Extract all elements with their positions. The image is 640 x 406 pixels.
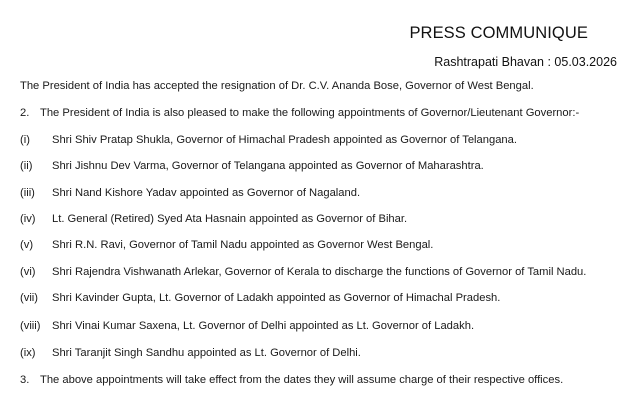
appointment-text: Shri Rajendra Vishwanath Arlekar, Governor of Kerala to discharge the functions of Governor of Tamil Nadu. (52, 266, 587, 278)
appointment-number: (ix) (20, 347, 36, 359)
paragraph-2-number: 2. (20, 107, 30, 119)
paragraph-3-number: 3. (20, 374, 30, 386)
appointment-text: Lt. General (Retired) Syed Ata Hasnain appointed as Governor of Bihar. (52, 213, 408, 225)
appointment-text: Shri Kavinder Gupta, Lt. Governor of Ladakh appointed as Governor of Himachal Pradesh. (52, 292, 501, 304)
appointment-text: Shri Nand Kishore Yadav appointed as Governor of Nagaland. (52, 187, 361, 199)
intro-paragraph: The President of India has accepted the resignation of Dr. C.V. Ananda Bose, Governor of West Bengal. (20, 80, 534, 92)
appointment-number: (i) (20, 134, 30, 146)
appointment-number: (vi) (20, 266, 36, 278)
appointment-text: Shri Shiv Pratap Shukla, Governor of Himachal Pradesh appointed as Governor of Telangana. (52, 134, 517, 146)
appointment-text: Shri Taranjit Singh Sandhu appointed as Lt. Governor of Delhi. (52, 347, 361, 359)
press-communique-title: PRESS COMMUNIQUE (409, 24, 588, 42)
dateline: Rashtrapati Bhavan : 05.03.2026 (434, 55, 617, 69)
appointment-number: (viii) (20, 320, 41, 332)
appointment-number: (vii) (20, 292, 39, 304)
paragraph-3-text: The above appointments will take effect from the dates they will assume charge of their respective offices. (40, 374, 564, 386)
appointment-number: (v) (20, 239, 34, 251)
appointment-number: (iii) (20, 187, 35, 199)
appointment-number: (ii) (20, 160, 33, 172)
appointment-number: (iv) (20, 213, 36, 225)
paragraph-2-text: The President of India is also pleased to make the following appointments of Governor/Lieutenant Governor:- (40, 107, 580, 119)
appointment-text: Shri R.N. Ravi, Governor of Tamil Nadu appointed as Governor West Bengal. (52, 239, 434, 251)
appointment-text: Shri Vinai Kumar Saxena, Lt. Governor of Delhi appointed as Lt. Governor of Ladakh. (52, 320, 475, 332)
appointment-text: Shri Jishnu Dev Varma, Governor of Telangana appointed as Governor of Maharashtra. (52, 160, 484, 172)
